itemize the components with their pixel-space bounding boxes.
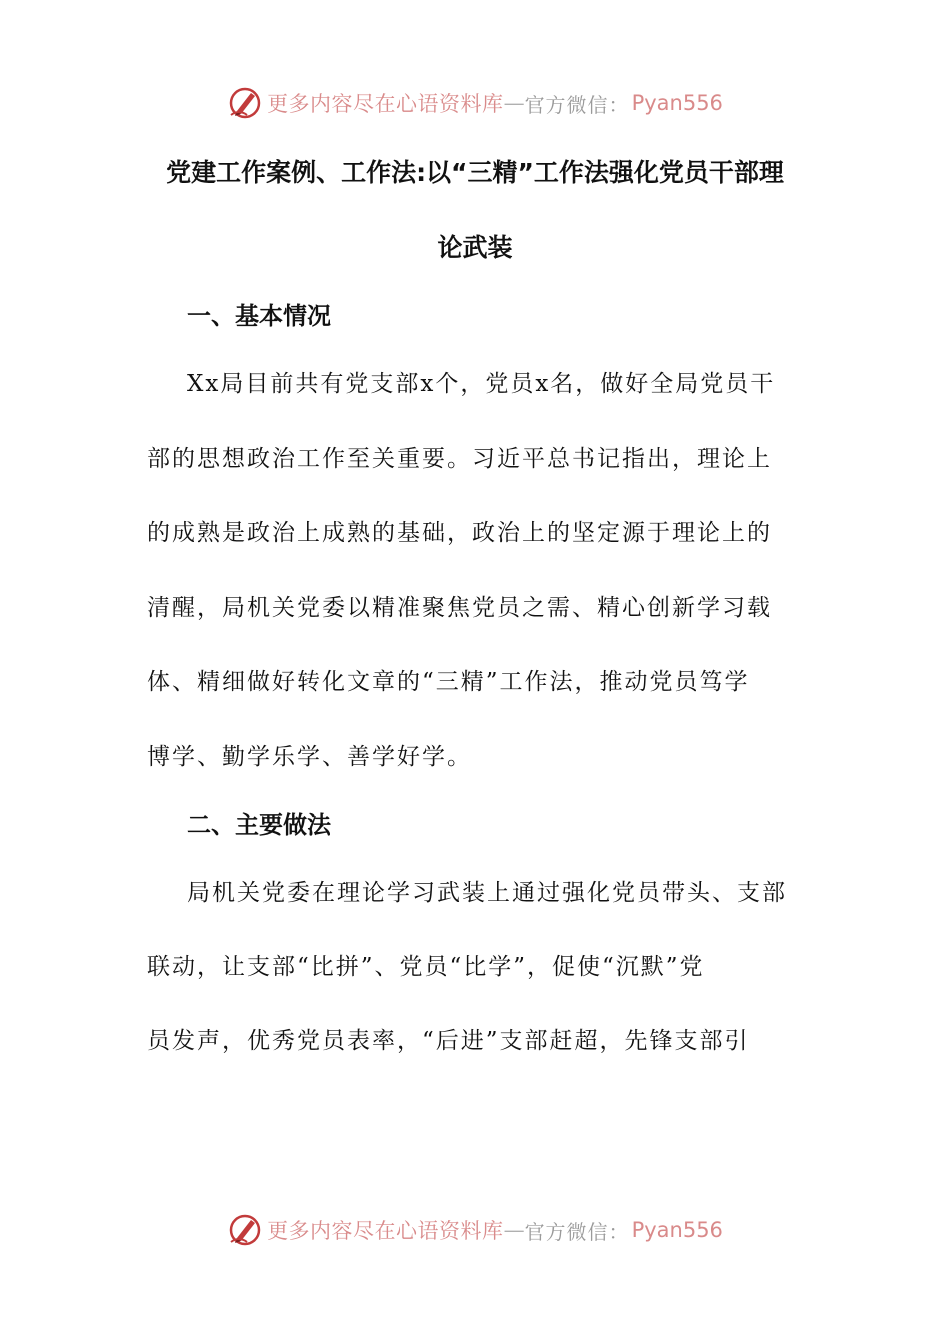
- watermark-contact-label: 官方微信：: [524, 1219, 630, 1244]
- section1-line: 清醒，局机关党委以精准聚焦党员之需、精心创新学习载: [147, 595, 772, 621]
- section1-line: 体、精细做好转化文章的“三精”工作法，推动党员笃学: [147, 669, 750, 695]
- header-watermark: [0, 81, 950, 125]
- section2-line: 员发声，优秀党员表率，“后进”支部赶超，先锋支部引: [147, 1028, 750, 1054]
- section1-line: 的成熟是政治上成熟的基础，政治上的坚定源于理论上的: [147, 520, 772, 546]
- watermark-contact-id: Pyan556: [631, 91, 723, 115]
- section1-line: Xx局目前共有党支部x个，党员x名，做好全局党员干: [187, 371, 776, 397]
- watermark-separator: —: [503, 91, 525, 115]
- section1-line: 博学、勤学乐学、善学好学。: [147, 744, 472, 770]
- document-title-line2: 论武装: [437, 233, 513, 262]
- section1-line: 部的思想政治工作至关重要。习近平总书记指出，理论上: [147, 446, 772, 472]
- section1-heading: 一、基本情况: [187, 302, 331, 330]
- watermark-separator: —: [503, 1218, 525, 1242]
- section2-line: 局机关党委在理论学习武装上通过强化党员带头、支部: [187, 880, 787, 906]
- watermark-contact-label: 官方微信：: [524, 92, 630, 117]
- watermark-brand: 更多内容尽在心语资料库: [267, 1219, 504, 1243]
- document-title-line1: 党建工作案例、工作法:以“三精”工作法强化党员干部理: [166, 158, 784, 187]
- footer-watermark: [0, 1208, 950, 1252]
- section2-heading: 二、主要做法: [187, 811, 331, 839]
- watermark-brand: 更多内容尽在心语资料库: [267, 92, 504, 116]
- watermark-contact-id: Pyan556: [631, 1218, 723, 1242]
- pen-logo-icon: [227, 85, 263, 121]
- section2-line: 联动，让支部“比拼”、党员“比学”，促使“沉默”党: [147, 954, 705, 980]
- pen-logo-icon: [227, 1212, 263, 1248]
